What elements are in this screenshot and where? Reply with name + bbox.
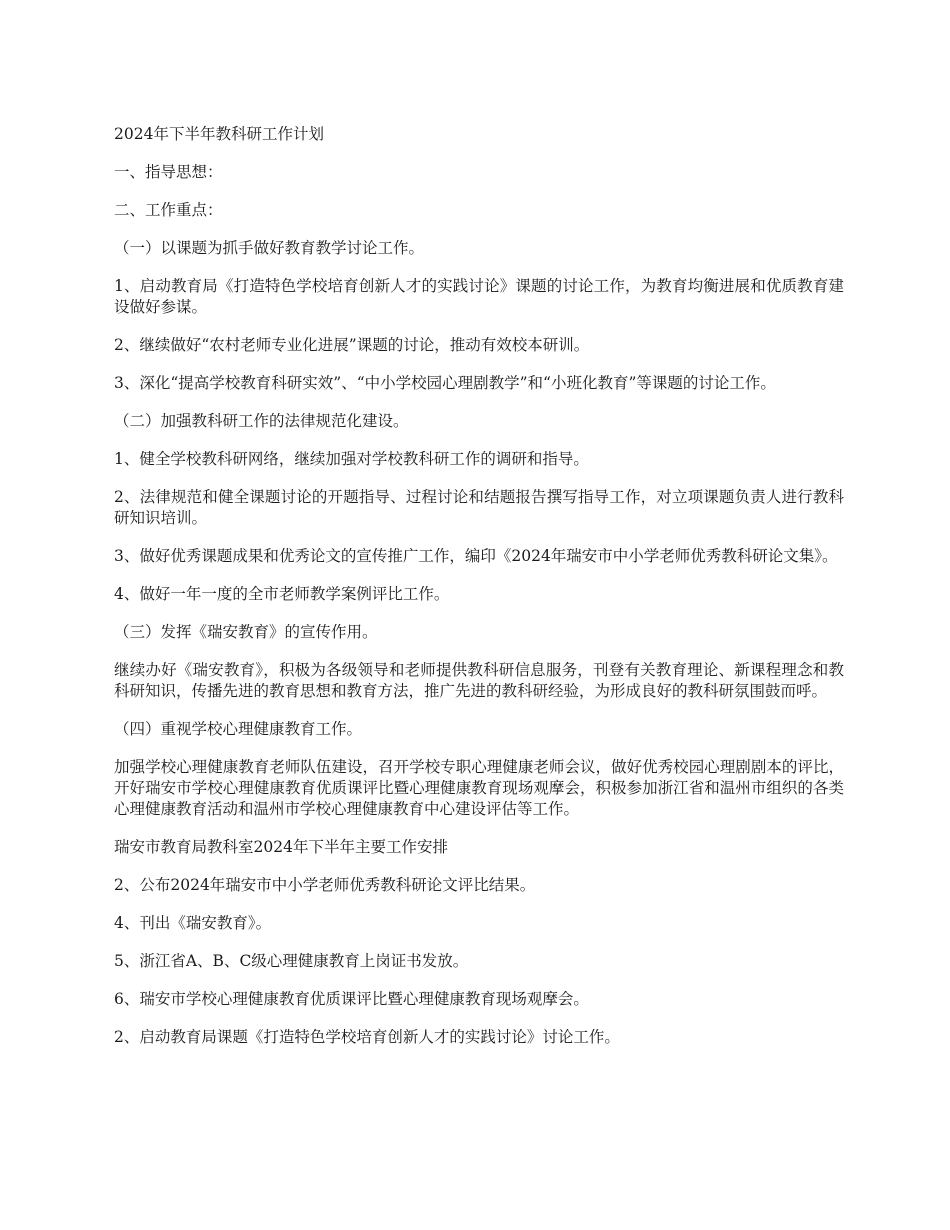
list-item: 2、启动教育局课题《打造特色学校培育创新人才的实践讨论》讨论工作。 <box>114 1028 620 1046</box>
body-paragraph: 继续办好《瑞安教育》，积极为各级领导和老师提供教科研信息服务，刊登有关教育理论、新课程理念和教科研知识，传播先进的教育思想和教育方法，推广先进的教科研经验，为形成良好的教科研氛围鼓而呼。 <box>114 661 844 700</box>
list-item: 3、深化“提高学校教育科研实效”、“中小学校园心理剧教学”和“小班化教育”等课题的讨论工作。 <box>114 374 776 392</box>
section-heading-work-focus: 二、工作重点： <box>114 201 223 219</box>
subsection-heading-2: （二）加强教科研工作的法律规范化建设。 <box>114 412 409 430</box>
subsection-heading-1: （一）以课题为抓手做好教育教学讨论工作。 <box>114 239 425 257</box>
list-item: 2、继续做好“农村老师专业化进展”课题的讨论，推动有效校本研训。 <box>114 336 590 354</box>
list-item: 2、公布2024年瑞安市中小学老师优秀教科研论文评比结果。 <box>114 876 536 894</box>
list-item: 6、瑞安市学校心理健康教育优质课评比暨心理健康教育现场观摩会。 <box>114 990 589 1008</box>
subsection-heading-3: （三）发挥《瑞安教育》的宣传作用。 <box>114 623 378 641</box>
list-item: 1、健全学校教科研网络，继续加强对学校教科研工作的调研和指导。 <box>114 450 589 468</box>
document-body <box>114 124 844 1065</box>
list-item: 4、刊出《瑞安教育》。 <box>114 914 272 932</box>
list-item: 2、法律规范和健全课题讨论的开题指导、过程讨论和结题报告撰写指导工作，对立项课题负责人进行教科研知识培训。 <box>114 488 844 527</box>
document-title: 2024年下半年教科研工作计划 <box>114 125 324 143</box>
list-item: 5、浙江省A、B、C级心理健康教育上岗证书发放。 <box>114 952 469 970</box>
section-heading-guiding-ideology: 一、指导思想： <box>114 163 223 181</box>
list-item: 1、启动教育局《打造特色学校培育创新人才的实践讨论》课题的讨论工作，为教育均衡进展和优质教育建设做好参谋。 <box>114 277 844 316</box>
body-paragraph: 加强学校心理健康教育老师队伍建设，召开学校专职心理健康老师会议，做好优秀校园心理剧剧本的评比，开好瑞安市学校心理健康教育优质课评比暨心理健康教育现场观摩会，积极参加浙江省和温州市组织的各类心理健康教育活动和温州市学校心理健康教育中心建设评估等工作。 <box>114 758 844 818</box>
subsection-heading-4: （四）重视学校心理健康教育工作。 <box>114 720 363 738</box>
schedule-heading: 瑞安市教育局教科室2024年下半年主要工作安排 <box>114 838 448 856</box>
list-item: 3、做好优秀课题成果和优秀论文的宣传推广工作，编印《2024年瑞安市中小学老师优秀教科研论文集》。 <box>114 547 838 565</box>
list-item: 4、做好一年一度的全市老师教学案例评比工作。 <box>114 585 450 603</box>
